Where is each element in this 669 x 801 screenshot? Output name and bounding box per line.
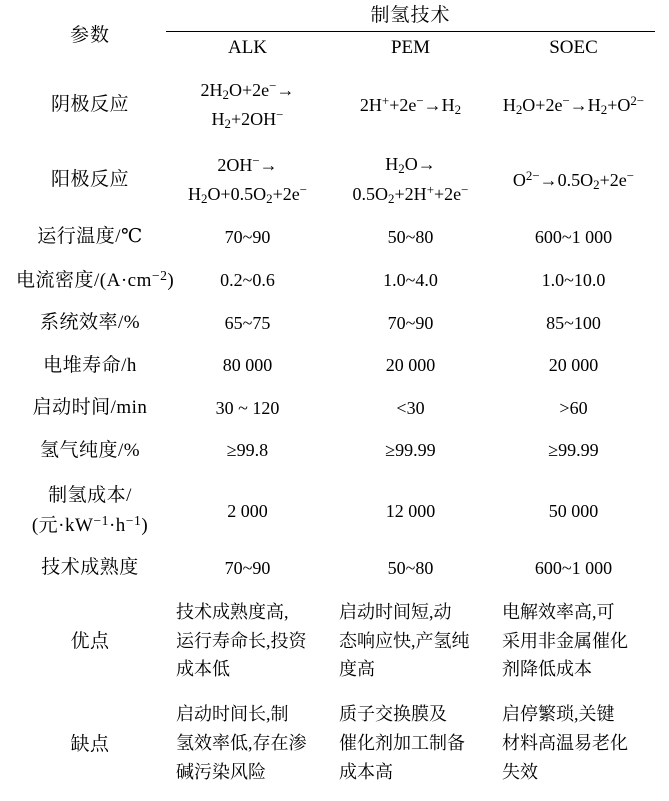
cell-cathode-alk: $2H_2O+2e^-\to$ $H_2+2OH^-$ (200, 78, 295, 132)
cell-stack-life-soec: 20 000 (548, 355, 599, 376)
cell-advantages-soec: 电解效率高,可 采用非金属催化 剂降低成本 (502, 601, 628, 680)
table-row (14, 387, 655, 430)
cell-stack-life-pem: 20 000 (385, 355, 436, 376)
spec-table (14, 0, 655, 795)
cell-hydrogen-cost-soec: 50 000 (548, 500, 599, 521)
row-param-cathode: 阴极反应 (50, 93, 129, 115)
cell-hydrogen-purity-soec: ≥99.99 (548, 440, 599, 461)
cell-cathode-pem: $2H^++2e^-\to H_2$ (359, 92, 462, 117)
row-param-hydrogen-cost-line1: 制氢成本/ (48, 485, 132, 507)
cell-hydrogen-purity-pem: ≥99.99 (385, 440, 436, 461)
row-param-advantages: 优点 (70, 631, 110, 653)
cell-temperature-soec: 600~1 000 (534, 226, 613, 247)
cell-tech-maturity-soec: 600~1 000 (534, 558, 613, 579)
table-header-row-group (14, 0, 655, 32)
table-row (14, 302, 655, 345)
cell-anode-pem: $H_2O\to$ $0.5O_2+2H^++2e^-$ (352, 154, 469, 206)
row-param-hydrogen-purity: 氢气纯度/% (39, 439, 141, 461)
cell-anode-soec: $O^{2-}\to 0.5O_2+2e^-$ (512, 167, 635, 192)
cell-startup-time-pem: <30 (396, 397, 425, 418)
cell-tech-maturity-pem: 50~80 (387, 558, 434, 579)
header-col-alk: ALK (227, 37, 268, 58)
cell-current-density-alk: 0.2~0.6 (220, 269, 275, 290)
table-row (14, 692, 655, 794)
cell-temperature-alk: 70~90 (224, 226, 271, 247)
cell-disadvantages-alk: 启动时间长,制 氢效率低,存在渗 碱污染风险 (176, 704, 307, 782)
row-param-tech-maturity: 技术成熟度 (41, 557, 139, 579)
row-param-startup-time: 启动时间/min (32, 397, 148, 419)
table-row (14, 547, 655, 590)
cell-tech-maturity-alk: 70~90 (224, 558, 271, 579)
table-row (14, 430, 655, 473)
cell-stack-life-alk: 80 000 (222, 355, 273, 376)
cell-system-efficiency-soec: 85~100 (546, 312, 601, 333)
cell-hydrogen-cost-alk: 2 000 (227, 500, 268, 521)
table-row (14, 590, 655, 692)
header-col-soec: SOEC (549, 37, 598, 58)
cell-startup-time-alk: 30 ~ 120 (215, 397, 280, 418)
cell-system-efficiency-alk: 65~75 (224, 312, 271, 333)
cell-anode-alk: 2OH−→ $H_2O+0.5O_2+2e^-$ (187, 153, 308, 207)
cell-cathode-soec: $H_2O+2e^-\to H_2+O^{2-}$ (502, 92, 645, 117)
header-group-title: 制氢技术 (166, 0, 655, 32)
cell-disadvantages-pem: 质子交换膜及 催化剂加工制备 成本高 (339, 704, 465, 782)
header-col-pem: PEM (390, 37, 431, 58)
cell-hydrogen-purity-alk: ≥99.8 (226, 440, 269, 461)
cell-advantages-alk: 技术成熟度高, 运行寿命长,投资 成本低 (176, 601, 307, 680)
cell-advantages-pem: 启动时间短,动 态响应快,产氢纯 度高 (339, 601, 470, 680)
cell-current-density-soec: 1.0~10.0 (541, 269, 606, 290)
row-param-disadvantages: 缺点 (70, 733, 110, 755)
cell-disadvantages-soec: 启停繁琐,关键 材料高温易老化 失效 (502, 704, 628, 782)
row-param-anode: 阳极反应 (50, 168, 129, 190)
cell-hydrogen-cost-pem: 12 000 (385, 500, 436, 521)
row-param-current-density: 电流密度$/(A\cdot cm^{-2})$ (16, 267, 175, 291)
row-param-system-efficiency: 系统效率/% (39, 312, 141, 334)
table-row (14, 216, 655, 259)
table-row (14, 259, 655, 303)
cell-startup-time-soec: >60 (559, 397, 588, 418)
table-row (14, 345, 655, 388)
cell-current-density-pem: 1.0~4.0 (383, 269, 438, 290)
row-param-temperature: 运行温度/℃ (37, 226, 143, 248)
header-param: 参数 (69, 24, 110, 46)
row-param-stack-life: 电堆寿命/h (43, 354, 137, 376)
cell-system-efficiency-pem: 70~90 (387, 312, 434, 333)
table-row (14, 66, 655, 141)
table-row (14, 141, 655, 216)
row-param-hydrogen-cost: 制氢成本/ (元$\cdot kW^{-1}\cdot h^{-1}$) (14, 472, 166, 547)
table-row (14, 472, 655, 547)
cell-temperature-pem: 50~80 (387, 226, 434, 247)
